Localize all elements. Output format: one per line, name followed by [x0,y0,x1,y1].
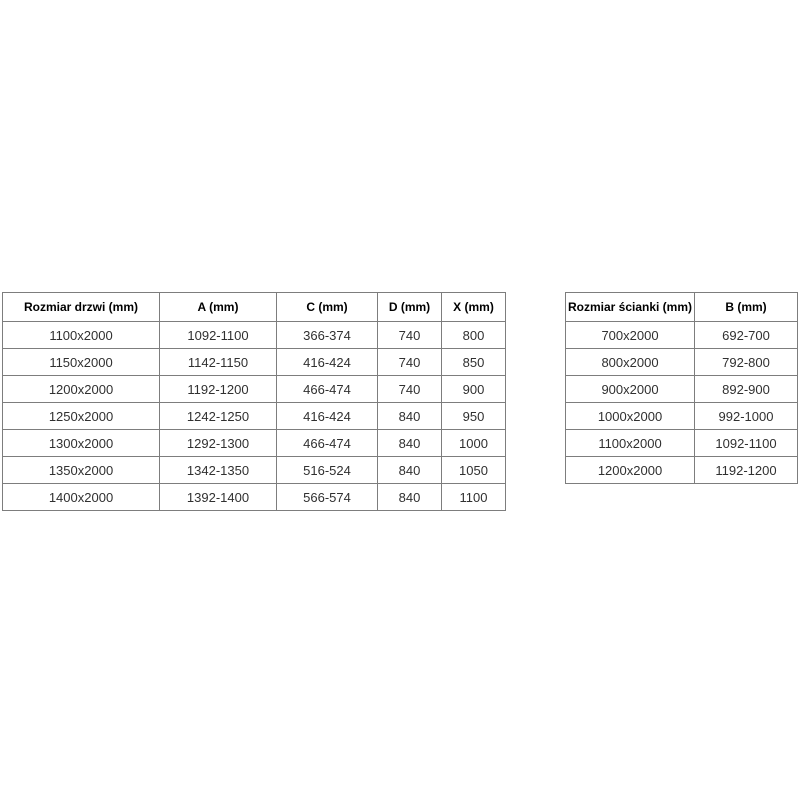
table-cell: 1350x2000 [3,457,160,484]
table-cell: 1092-1100 [160,322,277,349]
table-cell: 1192-1200 [695,457,798,484]
table-cell: 840 [378,457,442,484]
table-cell: 1200x2000 [3,376,160,403]
table-cell: 1192-1200 [160,376,277,403]
door-sizes-header-row [3,293,506,322]
table-cell: 1100x2000 [3,322,160,349]
table-row [566,376,798,403]
table-row [566,430,798,457]
table-cell: 1200x2000 [566,457,695,484]
table-cell: 1342-1350 [160,457,277,484]
table-row [3,484,506,511]
table-row [566,349,798,376]
table-row [566,457,798,484]
table-cell: 1150x2000 [3,349,160,376]
table-row [566,322,798,349]
table-cell: 740 [378,322,442,349]
table-cell: 792-800 [695,349,798,376]
table-cell: 900x2000 [566,376,695,403]
table-cell: 1100x2000 [566,430,695,457]
table-cell: 892-900 [695,376,798,403]
table-cell: 1092-1100 [695,430,798,457]
table-cell: 366-374 [277,322,378,349]
table-cell: 566-574 [277,484,378,511]
table-cell: 692-700 [695,322,798,349]
column-header: A (mm) [160,293,277,322]
table-cell: 850 [442,349,506,376]
table-cell: 800x2000 [566,349,695,376]
table-row [3,322,506,349]
table-cell: 1392-1400 [160,484,277,511]
door-sizes-body [3,322,506,511]
table-cell: 1100 [442,484,506,511]
table-cell: 800 [442,322,506,349]
table-row [3,430,506,457]
wall-sizes-body [566,322,798,484]
table-cell: 992-1000 [695,403,798,430]
table-cell: 740 [378,349,442,376]
table-row [566,403,798,430]
table-row [3,457,506,484]
table-cell: 1050 [442,457,506,484]
table-cell: 840 [378,484,442,511]
table-cell: 1292-1300 [160,430,277,457]
table-cell: 1250x2000 [3,403,160,430]
table-cell: 840 [378,403,442,430]
table-cell: 1000 [442,430,506,457]
table-cell: 416-424 [277,403,378,430]
table-cell: 900 [442,376,506,403]
wall-sizes-table [565,292,798,484]
table-cell: 700x2000 [566,322,695,349]
table-cell: 1000x2000 [566,403,695,430]
table-row [3,403,506,430]
table-row [3,376,506,403]
column-header: X (mm) [442,293,506,322]
table-cell: 1242-1250 [160,403,277,430]
wall-sizes-header-row [566,293,798,322]
table-cell: 466-474 [277,376,378,403]
table-cell: 740 [378,376,442,403]
column-header: D (mm) [378,293,442,322]
column-header: C (mm) [277,293,378,322]
table-cell: 466-474 [277,430,378,457]
table-cell: 416-424 [277,349,378,376]
column-header: B (mm) [695,293,798,322]
table-cell: 516-524 [277,457,378,484]
column-header: Rozmiar drzwi (mm) [3,293,160,322]
column-header: Rozmiar ścianki (mm) [566,293,695,322]
table-cell: 1142-1150 [160,349,277,376]
table-cell: 840 [378,430,442,457]
table-cell: 1400x2000 [3,484,160,511]
table-cell: 950 [442,403,506,430]
table-cell: 1300x2000 [3,430,160,457]
door-sizes-table [2,292,506,511]
table-row [3,349,506,376]
